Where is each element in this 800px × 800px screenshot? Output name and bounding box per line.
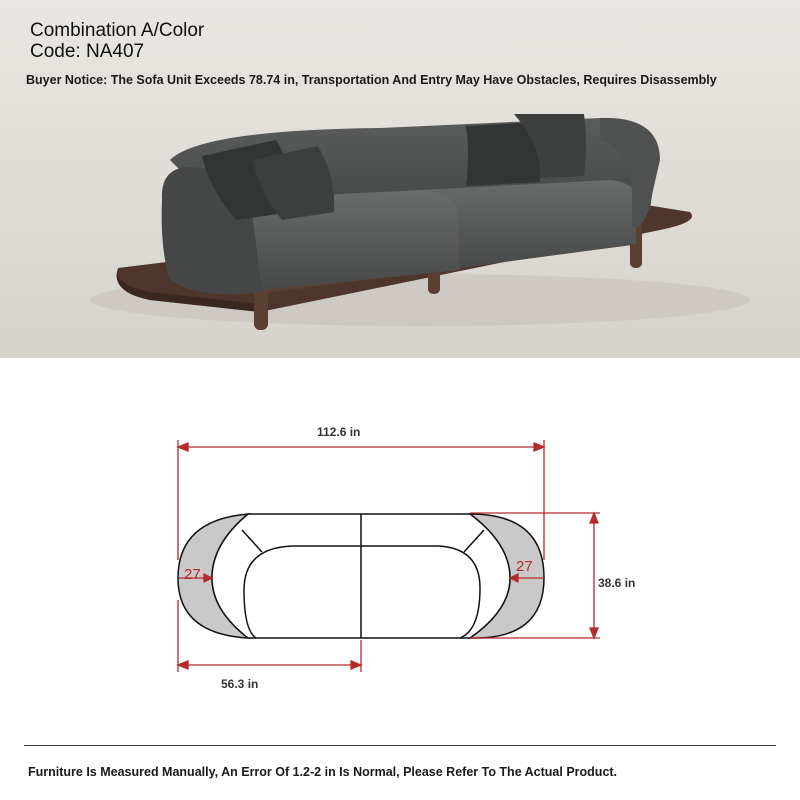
section-length-label: 56.3 in (221, 677, 259, 691)
product-title (30, 20, 204, 62)
title-combination: Combination A/Color (30, 20, 205, 41)
overall-length-label: 112.6 in (317, 425, 361, 439)
buyer-notice: Buyer Notice: The Sofa Unit Exceeds 78.74 in, Transportation And Entry May Have Obstacles, Requires Disassembly (26, 73, 717, 87)
left-arm-label: 27 (184, 566, 201, 583)
depth-label: 38.6 in (598, 576, 636, 590)
measurement-note: Furniture Is Measured Manually, An Error Of 1.2-2 in Is Normal, Please Refer To The Actual Product. (28, 765, 618, 779)
footer-divider (24, 745, 776, 746)
dimension-diagram (0, 358, 800, 800)
right-arm-label: 27 (516, 558, 533, 575)
title-code: Code: NA407 (30, 41, 145, 62)
